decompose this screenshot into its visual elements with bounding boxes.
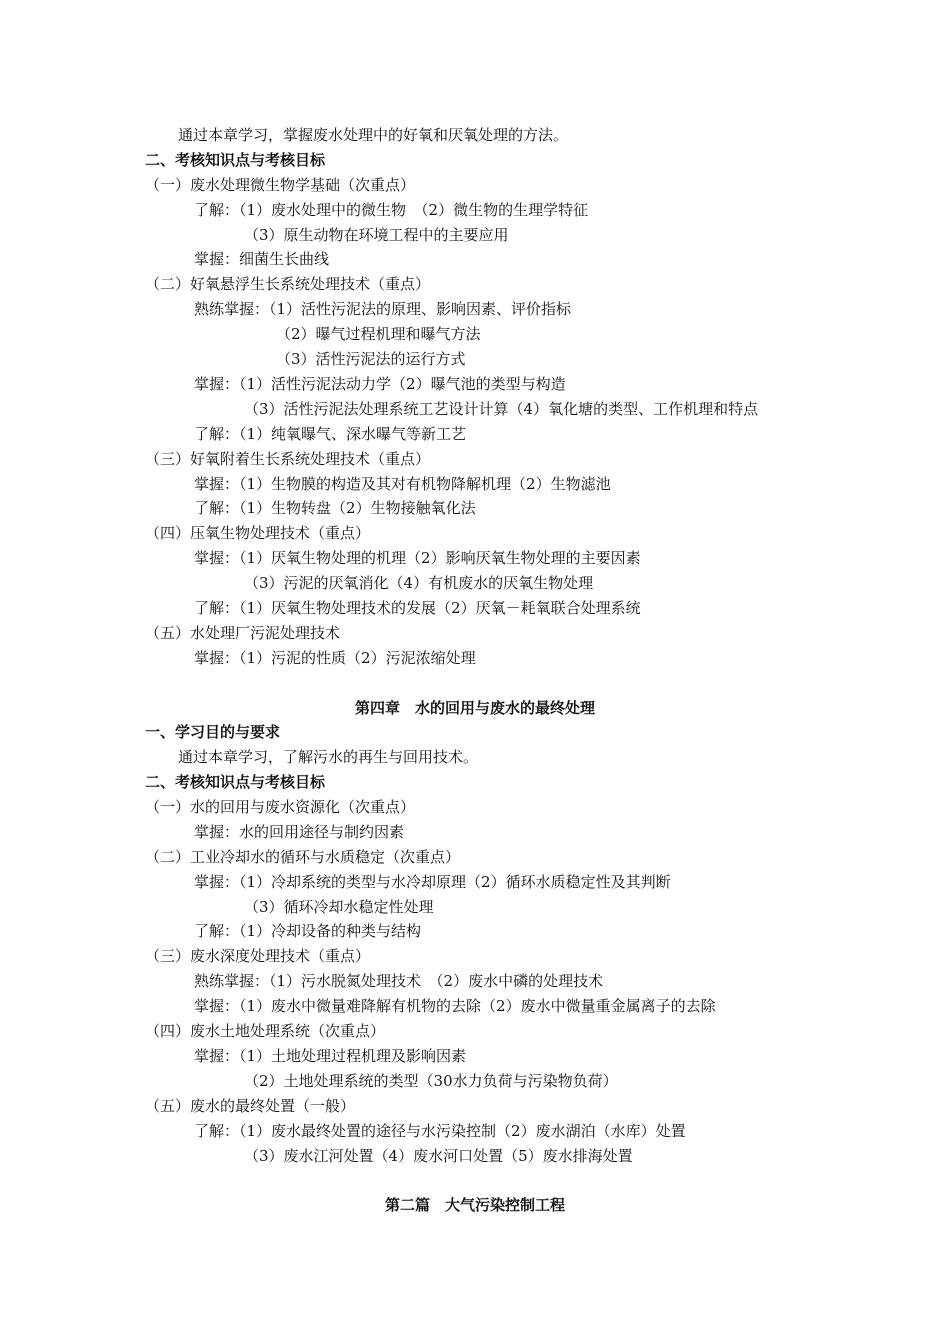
intro-paragraph: 通过本章学习，掌握废水处理中的好氧和厌氧处理的方法。 xyxy=(178,126,569,144)
list-item: （2）土地处理系统的类型（30水力负荷与污染物负荷） xyxy=(244,1072,618,1090)
subsection-heading: （四）压氧生物处理技术（重点） xyxy=(145,524,371,542)
subsection-heading: （一）废水处理微生物学基础（次重点） xyxy=(145,176,416,194)
list-item: 掌握：细菌生长曲线 xyxy=(194,250,330,268)
list-item: 了解：（1）冷却设备的种类与结构 xyxy=(194,922,422,940)
list-item: 掌握：（1）活性污泥法动力学（2）曝气池的类型与构造 xyxy=(194,375,566,393)
subsection-heading: （五）废水的最终处置（一般） xyxy=(145,1097,356,1115)
section-heading: 二、考核知识点与考核目标 xyxy=(145,151,326,169)
list-item: 掌握：（1）生物膜的构造及其对有机物降解机理（2）生物滤池 xyxy=(194,475,611,493)
subsection-heading: （四）废水土地处理系统（次重点） xyxy=(145,1022,386,1040)
part-title: 第二篇 大气污染控制工程 xyxy=(384,1196,565,1214)
list-item: （2）曝气过程机理和曝气方法 xyxy=(276,325,481,343)
subsection-heading: （五）水处理厂污泥处理技术 xyxy=(145,624,341,642)
list-item: 掌握：（1）废水中微量难降解有机物的去除（2）废水中微量重金属离子的去除 xyxy=(194,997,716,1015)
list-item: （3）原生动物在环境工程中的主要应用 xyxy=(244,226,509,244)
subsection-heading: （二）好氧悬浮生长系统处理技术（重点） xyxy=(145,275,431,293)
subsection-heading: （三）废水深度处理技术（重点） xyxy=(145,947,371,965)
section-heading: 一、学习目的与要求 xyxy=(145,723,281,741)
list-item: 熟练掌握：（1）污水脱氮处理技术 （2）废水中磷的处理技术 xyxy=(194,972,604,990)
list-item: 了解：（1）生物转盘（2）生物接触氧化法 xyxy=(194,499,476,517)
list-item: 了解：（1）废水最终处置的途径与水污染控制（2）废水湖泊（水库）处置 xyxy=(194,1122,686,1140)
subsection-heading: （一）水的回用与废水资源化（次重点） xyxy=(145,798,416,816)
list-item: （3）废水江河处置（4）废水河口处置（5）废水排海处置 xyxy=(244,1147,633,1165)
list-item: （3）活性污泥法的运行方式 xyxy=(276,350,466,368)
list-item: 掌握：（1）冷却系统的类型与水冷却原理（2）循环水质稳定性及其判断 xyxy=(194,873,671,891)
list-item: 了解：（1）纯氧曝气、深水曝气等新工艺 xyxy=(194,425,467,443)
list-item: 掌握：（1）厌氧生物处理的机理（2）影响厌氧生物处理的主要因素 xyxy=(194,549,641,567)
list-item: 了解：（1）废水处理中的微生物 （2）微生物的生理学特征 xyxy=(194,201,589,219)
subsection-heading: （二）工业冷却水的循环与水质稳定（次重点） xyxy=(145,848,461,866)
list-item: 了解：（1）厌氧生物处理技术的发展（2）厌氧－耗氧联合处理系统 xyxy=(194,599,641,617)
list-item: 掌握：（1）污泥的性质（2）污泥浓缩处理 xyxy=(194,649,476,667)
list-item: （3）循环冷却水稳定性处理 xyxy=(244,898,434,916)
list-item: （3）活性污泥法处理系统工艺设计计算（4）氧化塘的类型、工作机理和特点 xyxy=(244,400,759,418)
list-item: （3）污泥的厌氧消化（4）有机废水的厌氧生物处理 xyxy=(244,574,594,592)
chapter-title: 第四章 水的回用与废水的最终处理 xyxy=(354,699,595,717)
intro-paragraph: 通过本章学习，了解污水的再生与回用技术。 xyxy=(178,748,479,766)
section-heading: 二、考核知识点与考核目标 xyxy=(145,773,326,791)
subsection-heading: （三）好氧附着生长系统处理技术（重点） xyxy=(145,450,431,468)
list-item: 熟练掌握：（1）活性污泥法的原理、影响因素、评价指标 xyxy=(194,300,572,318)
list-item: 掌握：（1）土地处理过程机理及影响因素 xyxy=(194,1047,467,1065)
list-item: 掌握：水的回用途径与制约因素 xyxy=(194,823,405,841)
